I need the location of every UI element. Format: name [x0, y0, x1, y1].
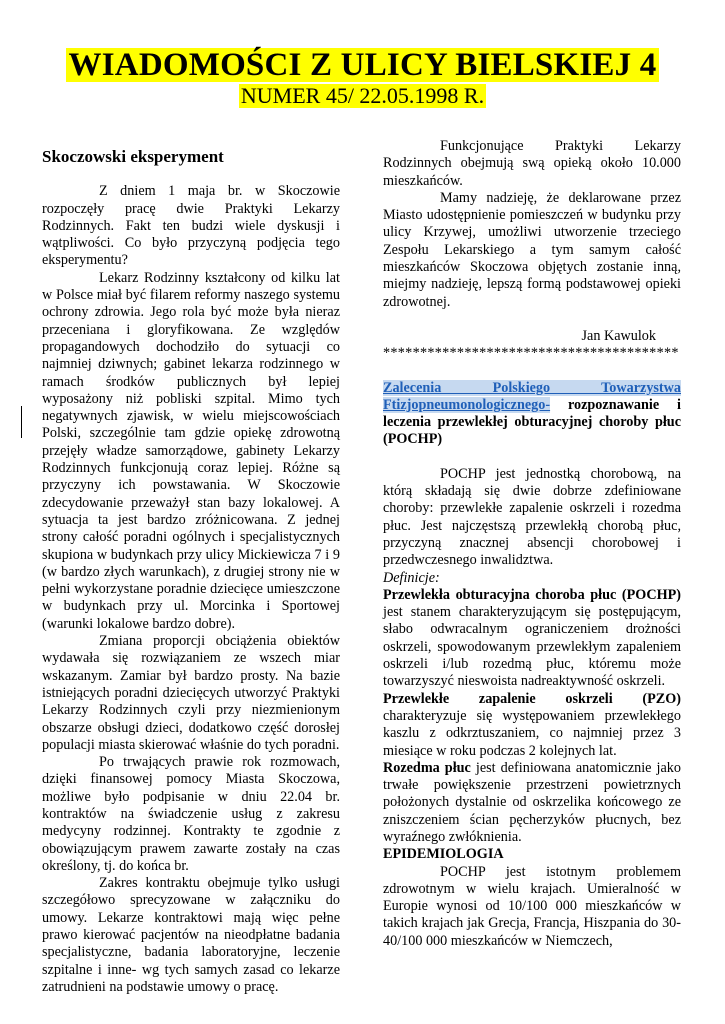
article-paragraph: Z dniem 1 maja br. w Skoczowie rozpoczęły pracę dwie Praktyki Lekarzy Rodzinnych. Fakt ten budzi wiele dyskusji i wątpliwości. Co było przyczyną podjęcia tego eksperymentu?	[42, 183, 340, 269]
masthead	[0, 48, 725, 108]
definition-term: Przewlekła obturacyjna choroba płuc (POCHP)	[383, 586, 681, 603]
guideline-heading	[383, 380, 681, 449]
definition-pochp	[383, 587, 681, 691]
definition-text: jest definiowana anatomicznie jako trwałe powiększenie przestrzeni powietrznych położonych dystalnie od oskrzelika końcowego ze zniszczeniem ścian pęcherzyków płucnych, bez wyraźnego zwłóknienia.	[383, 759, 681, 845]
left-column	[42, 138, 340, 996]
masthead-title: WIADOMOŚCI Z ULICY BIELSKIEJ 4	[66, 48, 660, 82]
right-column	[383, 138, 681, 950]
article-paragraph: Funkcjonujące Praktyki Lekarzy Rodzinnych obejmują swą opieką około 10.000 mieszkańców.	[383, 138, 681, 189]
definition-rozedma	[383, 760, 681, 846]
margin-change-bar	[21, 406, 22, 438]
article-title: Skoczowski eksperyment	[42, 147, 224, 166]
definition-text: jest stanem charakteryzującym się postępującym, słabo odwracalnym ograniczeniem drożności oskrzeli, spowodowanym przewlekłym zapaleniem oskrzeli i/lub rozedmą płuc, któremu może towarzyszyć nieswoista nadreaktywność oskrzeli.	[383, 604, 681, 690]
article-paragraph: Lekarz Rodzinny kształcony od kilku lat w Polsce miał być filarem reformy naszego systemu ochrony zdrowia. Jego rola być może była nieraz przeceniana i gloryfikowana. Ze względów propagandowych dochodziło do sytuacji co najmniej dziwnych; gabinet lekarza rodzinnego w ramach środków publicznych był lepiej wyposażony niż pobliski szpital. Mimo tych negatywnych zjawisk, w wielu miejscowościach Polski, szczególnie tam gdzie opiekę zdrowotną przejęły władze samorządowe, gabinety Lekarzy Rodzinnych funkcjonują coraz lepiej. Różne są przyczyny ich powstawania. W Skoczowie zdecydowanie przeważył stan bazy lokalowej. A sytuacja ta jest bardzo zróżnicowana. Z jednej strony całość poradni ogólnych i specjalistycznych skupiona w budynkach przy ulicy Mickiewicza 7 i 9 (w bardzo złych warunkach), z drugiej strony nie w pełni wykorzystane poradnie dziecięce umieszczone w budynkach przy ul. Morcinka i Sportowej (warunki lokalowe bardzo dobre).	[42, 269, 340, 632]
article-author: Jan Kawulok	[581, 327, 656, 344]
spacer	[383, 363, 681, 380]
article-paragraph: Po trwających prawie rok rozmowach, dzięki finansowej pomocy Miasta Skoczowa, możliwe było podpisanie w dniu 22.04 br. kontraktów na świadczenie usług z zakresu medycyny rodzinnej. Kontrakty te zgodnie z obowiązującym prawem zawarte zostały na czas określony, tj. do końca br.	[42, 754, 340, 874]
article-paragraph: POCHP jest istotnym problemem zdrowotnym w wielu krajach. Umieralność w Europie wynosi od 10/100 000 mieszkańców w takich krajach jak Grecja, Francja, Hiszpania do 30-40/100 000 mieszkańców w Niemczech,	[383, 863, 681, 949]
definition-term: Przewlekłe zapalenie oskrzeli (PZO)	[383, 690, 681, 707]
guideline-subtitle: rozpoznawanie i leczenia przewlekłej obturacyjnej choroby płuc (POCHP)	[383, 396, 681, 448]
issue-number: NUMER 45/ 22.05.1998 R.	[240, 83, 485, 108]
article-paragraph: Zakres kontraktu obejmuje tylko usługi szczegółowo sprecyzowane w załączniku do umowy. Lekarze kontraktowi mają więc pełne prawo kierować pacjentów na nieodpłatne badania specjalistyczne, badania laboratoryjne, leczenie szpitalne i inne- wg tych samych zasad co lekarze zatrudnieni na podstawie umowy o pracę.	[42, 875, 340, 995]
definition-pzo	[383, 691, 681, 760]
definitions-label: Definicje:	[383, 569, 440, 586]
guideline-title-link[interactable]: Zalecenia Polskiego Towarzystwa Ftizjopneumonologicznego-	[383, 379, 681, 413]
article-paragraph: Mamy nadzieję, że deklarowane przez Miasto udostępnienie pomieszczeń w budynku przy ulicy Krzywej, umożliwi utworzenie trzeciego Zespołu Lekarskiego a tym samym całość mieszkańców Skoczowa objętych zostanie inną, miejmy nadzieję, lepszą formą podstawowej opieki zdrowotnej.	[383, 189, 681, 310]
article-paragraph: POCHP jest jednostką chorobową, na którą składają się dwie dobrze zdefiniowane choroby: przewlekłe zapalenie oskrzeli i rozedma płuc. Jest najczęstszą przewlekłą chorobą płuc, przyczyną znacznej absencji chorobowej i przedwczesnego inwalidztwa.	[383, 465, 681, 569]
definition-text: charakteryzuje się występowaniem przewlekłego kaszlu z odkrztuszaniem, co najmniej przez 3 miesiące w roku podczas 2 kolejnych lat.	[383, 707, 681, 759]
definition-term: Rozedma płuc	[383, 759, 471, 776]
section-separator: ****************************************	[383, 345, 679, 362]
spacer	[383, 449, 681, 466]
article-paragraph: Zmiana proporcji obciążenia obiektów wydawała się rozwiązaniem ze wszech miar wskazanym. Zamiar był bardzo prosty. Na bazie istniejących poradni dziecięcych utworzyć Praktyki Lekarzy Rodzinnych czyli przy niezmienionym obszarze obsługi dzieci, dodatkowo część dorosłej populacji miasta skierować właśnie do tych poradni.	[42, 633, 340, 753]
epidemiology-heading: EPIDEMIOLOGIA	[383, 846, 504, 863]
